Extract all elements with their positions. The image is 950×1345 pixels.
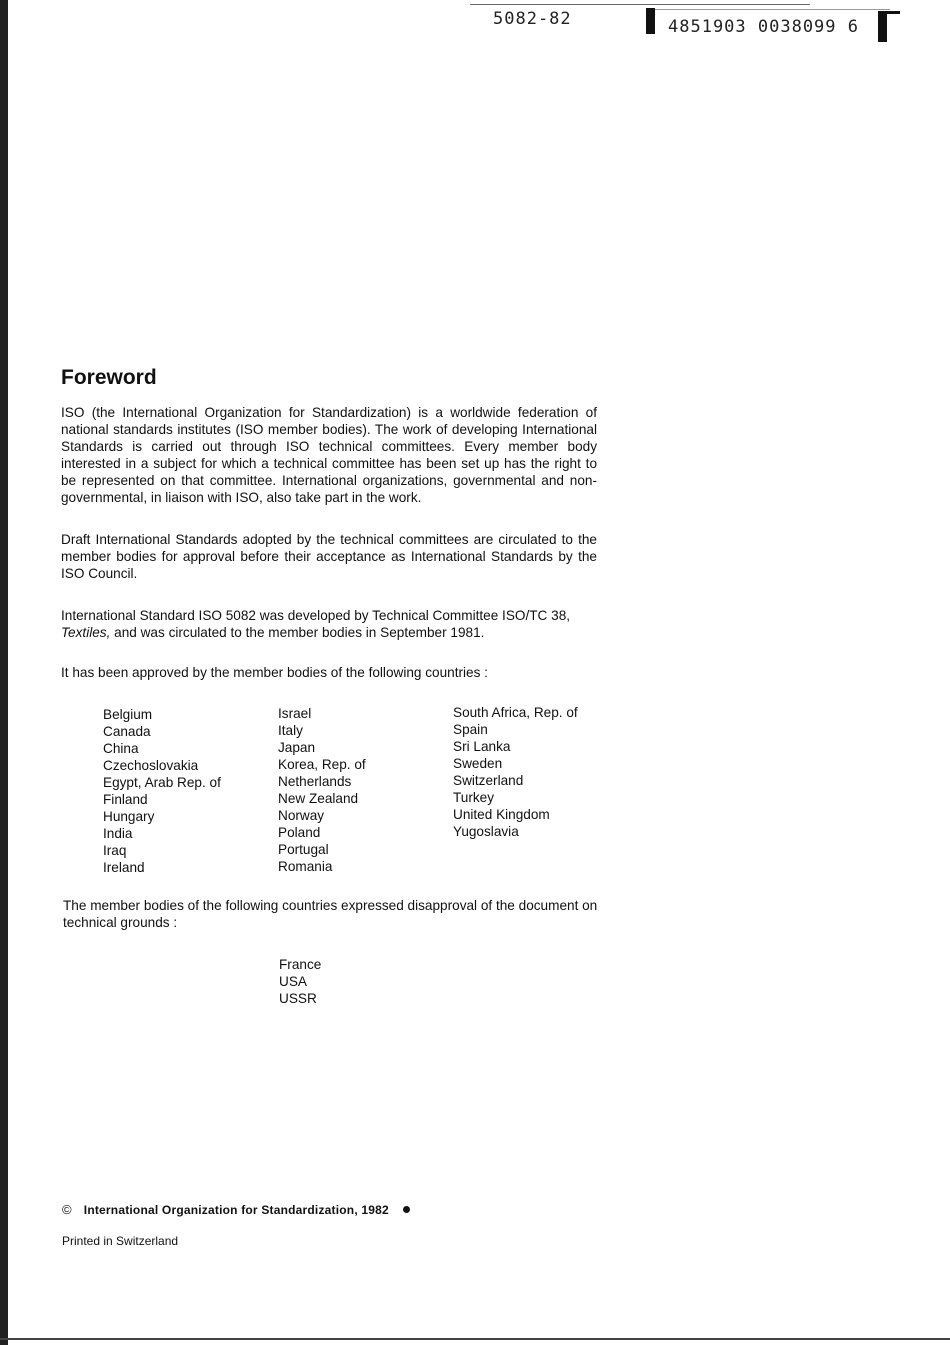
country-item: Norway (278, 808, 325, 824)
country-item: South Africa, Rep. of (453, 705, 578, 720)
country-item: United Kingdom (453, 807, 550, 823)
country-item: Hungary (103, 809, 155, 825)
country-item: Romania (278, 859, 333, 875)
approved-countries-col3 (453, 704, 578, 840)
paragraph-draft-standards: Draft International Standards adopted by the technical committees are circulated to the member bodies for approval before their acceptance as International Standards by the ISO Council. (61, 532, 597, 582)
country-item: Korea, Rep. of (278, 757, 366, 773)
country-item: Czechoslovakia (103, 758, 199, 774)
country-item: Israel (278, 706, 312, 721)
country-item: France (279, 957, 322, 972)
copyright-text: International Organization for Standardization, 1982 (83, 1203, 389, 1217)
scan-top-rule-secondary (650, 9, 890, 10)
country-item: New Zealand (278, 791, 359, 807)
country-item: Belgium (103, 707, 153, 722)
marker-bar-right (878, 12, 887, 42)
approved-countries-col2 (278, 705, 366, 875)
scan-bottom-edge (0, 1338, 950, 1340)
country-item: Japan (278, 740, 316, 756)
country-item: Egypt, Arab Rep. of (103, 775, 221, 791)
country-item: Switzerland (453, 773, 524, 789)
scan-left-edge (0, 0, 8, 1345)
country-item: Iraq (103, 843, 127, 859)
country-item: Sweden (453, 756, 503, 772)
country-item: China (103, 741, 139, 757)
copyright-line (62, 1202, 410, 1217)
paragraph-iso-intro: ISO (the International Organization for Standardization) is a worldwide federation of national standards institutes (ISO member bodies). The work of developing International Standards is carried out through ISO technical committees. Every member body interested in a subject for which a technical committee has been set up has the right to be represented on that committee. International organizations, governmental and non-governmental, in liaison with ISO, also take part in the work. (61, 405, 597, 506)
scan-top-rule (470, 4, 810, 5)
paragraph-approval: It has been approved by the member bodies of the following countries : (61, 665, 488, 680)
country-item: Ireland (103, 860, 145, 876)
country-item: Italy (278, 723, 303, 739)
country-item: USSR (279, 991, 317, 1006)
printed-in: Printed in Switzerland (62, 1234, 179, 1248)
country-item: Netherlands (278, 774, 352, 790)
country-item: Turkey (453, 790, 495, 806)
disapproved-countries (279, 956, 321, 1007)
country-item: Finland (103, 792, 148, 808)
para3-after: and was circulated to the member bodies in September 1981. (114, 625, 485, 641)
country-item: Poland (278, 825, 321, 841)
page-title: Foreword (61, 366, 157, 389)
paragraph-development (61, 607, 597, 641)
control-number: 4851903 0038099 6 (668, 17, 859, 37)
country-item: Spain (453, 722, 488, 738)
country-item: Sri Lanka (453, 739, 511, 755)
marker-bar-right-cap (878, 11, 900, 14)
bullet-dot-icon (403, 1206, 410, 1213)
approved-countries-col1 (103, 706, 221, 876)
document-code: 5082-82 (493, 9, 572, 29)
copyright-symbol: © (62, 1202, 72, 1217)
country-item: Canada (103, 724, 151, 740)
country-item: India (103, 826, 133, 842)
marker-bar-left (646, 8, 655, 34)
country-item: Portugal (278, 842, 329, 858)
para3-before: International Standard ISO 5082 was developed by Technical Committee ISO/TC 38, (61, 608, 571, 623)
country-item: USA (279, 974, 307, 989)
committee-name: Textiles, (61, 625, 111, 641)
country-item: Yugoslavia (453, 824, 519, 840)
paragraph-disapproval: The member bodies of the following countries expressed disapproval of the document on technical grounds : (63, 898, 598, 931)
